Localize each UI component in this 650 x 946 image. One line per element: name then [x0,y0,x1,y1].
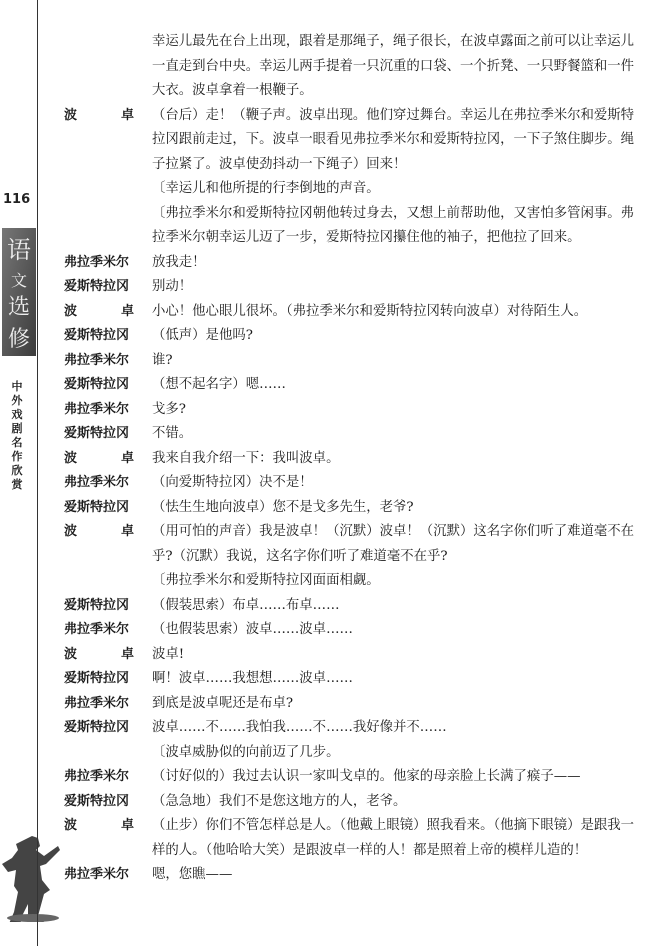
speaker-name: 波 卓 [64,818,134,833]
line-text: （止步）你们不管怎样总是人。（他戴上眼镜）照我看来。（他摘下眼镜）是跟我一样的人。（他哈哈大笑）是跟波卓一样的人！都是照着上帝的模样儿造的！ [152,818,635,858]
stage-direction [64,741,636,766]
speaker-name: 弗拉季米尔 [64,769,130,784]
series-title-deco [2,228,36,356]
line-text: 啊！波卓……我想想……波卓…… [152,671,353,686]
dialogue-line [64,300,636,325]
dialogue-line [64,373,636,398]
dialogue-line [64,447,636,472]
speaker-name: 爱斯特拉冈 [64,671,130,686]
dialogue-line [64,765,636,790]
dialogue-line [64,790,636,815]
section-deco-char-4: 修 [7,327,31,352]
dialogue-line [64,863,636,888]
speaker-name: 爱斯特拉冈 [64,426,130,441]
line-text: （急急地）我们不是您这地方的人，老爷。 [152,793,407,809]
speaker-name: 爱斯特拉冈 [64,720,130,735]
statue-figure-image [2,830,64,922]
line-text: （也假装思索）波卓……波卓…… [152,622,353,637]
speaker-name: 弗拉季米尔 [64,867,130,882]
dialogue-line [64,324,636,349]
dialogue-line [64,496,636,521]
speaker-name: 爱斯特拉冈 [64,597,130,613]
speaker-name: 爱斯特拉冈 [64,499,130,515]
speaker-name: 爱斯特拉冈 [64,377,130,392]
line-text: （向爱斯特拉冈）决不是！ [152,475,313,490]
script-text [64,30,636,888]
section-deco-char-3: 选 [7,295,31,320]
speaker-name: 波 卓 [64,107,134,123]
speaker-name: 弗拉季米尔 [64,695,130,711]
stage-direction [64,177,636,202]
direction-text: 〔弗拉季米尔和爱斯特拉冈面面相觑。 [152,573,380,588]
page-sidebar [0,0,44,946]
line-text: （台后）走！（鞭子声。波卓出现。他们穿过舞台。幸运儿在弗拉季米尔和爱斯特拉冈跟前走过，下。波卓一眼看见弗拉季米尔和爱斯特拉冈，一下子煞住脚步。绳子拉紧了。波卓使劲抖动一下绳子）回来！ [152,107,635,172]
dialogue-line [64,667,636,692]
line-text: 嗯，您瞧—— [152,867,233,882]
dialogue-line [64,104,636,178]
dialogue-line [64,251,636,276]
dialogue-line [64,349,636,374]
dialogue-line [64,398,636,423]
line-text: 我来自我介绍一下：我叫波卓。 [152,450,340,466]
line-text: 放我走！ [152,254,206,270]
line-text: （讨好似的）我过去认识一家叫戈卓的。他家的母亲脸上长满了瘊子—— [152,769,581,784]
direction-paragraph [64,30,636,104]
dialogue-line [64,594,636,619]
stage-direction [64,569,636,594]
stage-direction [64,202,636,251]
dialogue-line [64,422,636,447]
dialogue-line [64,520,636,569]
line-text: 别动！ [152,279,193,294]
direction-text: 〔波卓威胁似的向前迈了几步。 [152,744,340,760]
line-text: 谁? [152,352,173,368]
speaker-name: 波 卓 [64,303,134,319]
line-text: （想不起名字）嗯…… [152,377,286,392]
line-text: （用可怕的声音）我是波卓！（沉默）波卓！（沉默）这名字你们听了难道毫不在乎?（沉默）我说，这名字你们听了难道毫不在乎? [152,524,635,564]
line-text: 到底是波卓呢还是布卓? [152,695,294,711]
speaker-name: 爱斯特拉冈 [64,793,130,809]
dialogue-line [64,618,636,643]
line-text: 小心！他心眼儿很坏。（弗拉季米尔和爱斯特拉冈转向波卓）对待陌生人。 [152,303,588,319]
line-text: 不错。 [152,426,193,441]
line-text: （低声）是他吗? [152,328,253,343]
direction-text: 幸运儿最先在台上出现，跟着是那绳子，绳子很长，在波卓露面之前可以让幸运儿一直走到台中央。幸运儿两手提着一只沉重的口袋、一个折凳、一只野餐篮和一件大衣。波卓拿着一根鞭子。 [152,34,635,98]
line-text: 波卓……不……我怕我……不……我好像并不…… [152,720,447,735]
speaker-name: 弗拉季米尔 [64,352,130,368]
line-text: 戈多? [152,401,186,417]
speaker-name: 弗拉季米尔 [64,622,130,637]
speaker-name: 波 卓 [64,450,134,466]
speaker-name: 弗拉季米尔 [64,254,130,270]
dialogue-line [64,275,636,300]
section-deco-char-1: 语 [7,236,31,264]
dialogue-line [64,471,636,496]
section-deco-char-2: 文 [10,271,28,290]
speaker-name: 波 卓 [64,524,134,539]
page-number: 116 [3,192,31,207]
sidebar-divider [37,0,38,946]
speaker-name: 弗拉季米尔 [64,401,130,417]
dialogue-line [64,814,636,863]
speaker-name: 弗拉季米尔 [64,475,130,490]
dialogue-line [64,692,636,717]
dialogue-line [64,643,636,668]
speaker-name: 波 卓 [64,646,134,662]
line-text: （怯生生地向波卓）您不是戈多先生，老爷? [152,499,414,515]
dialogue-line [64,716,636,741]
direction-text: 〔幸运儿和他所提的行李倒地的声音。 [152,181,380,196]
direction-text: 〔弗拉季米尔和爱斯特拉冈朝他转过身去，又想上前帮助他，又害怕多管闲事。弗拉季米尔朝幸运儿迈了一步，爱斯特拉冈攥住他的袖子，把他拉了回来。 [152,205,635,245]
line-text: 波卓! [152,646,185,662]
series-title: 中 外 戏 剧 名 作 欣 赏 [11,380,23,491]
line-text: （假装思索）布卓……布卓…… [152,597,340,613]
speaker-name: 爱斯特拉冈 [64,328,130,343]
speaker-name: 爱斯特拉冈 [64,279,130,294]
